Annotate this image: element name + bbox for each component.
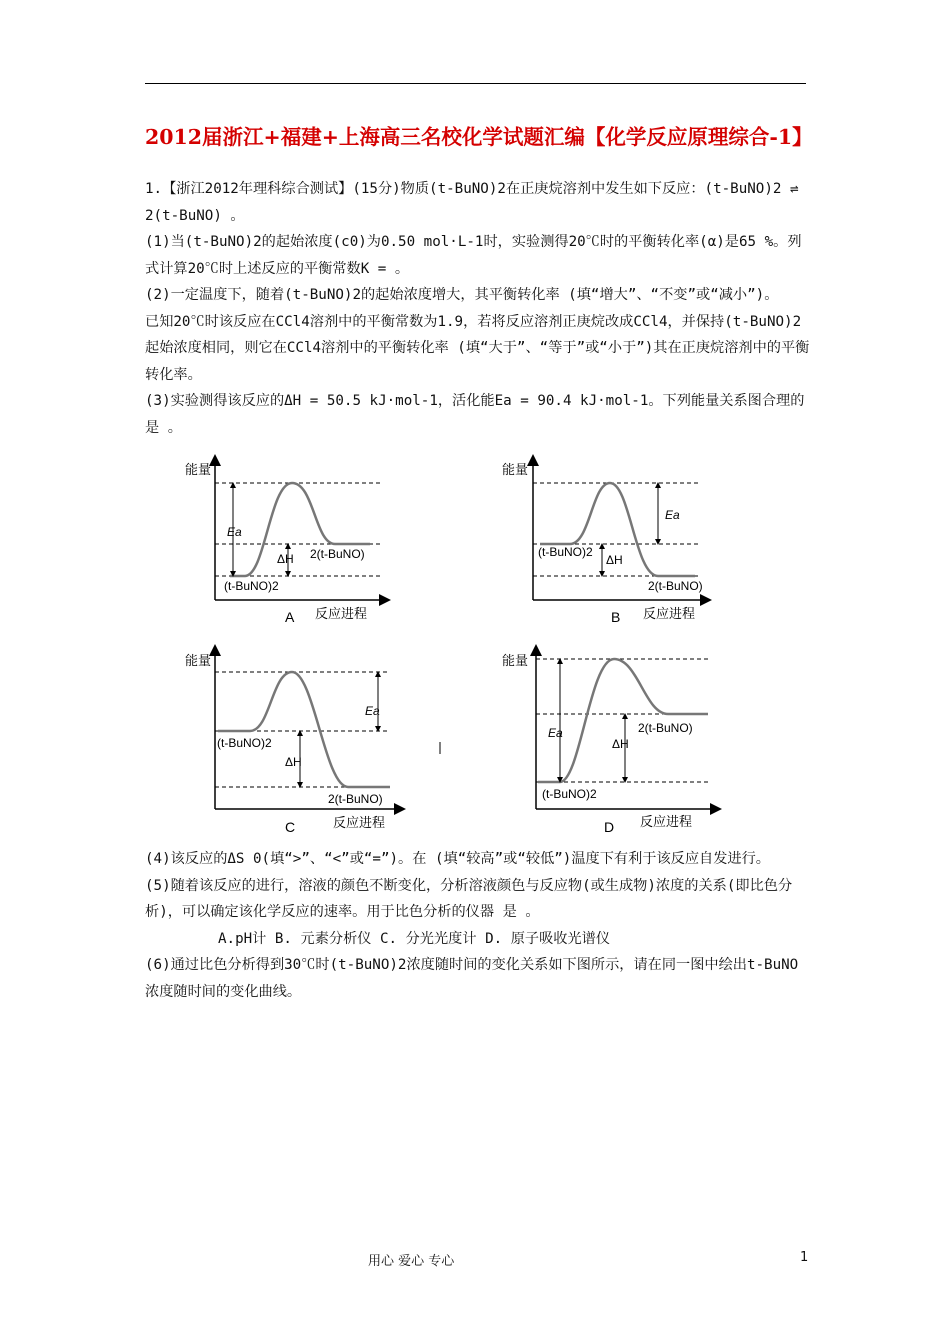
- b-product-label: 2(t-BuNO): [648, 579, 703, 593]
- b-ea-label: Ea: [665, 508, 680, 522]
- a-x-axis-label: 反应进程: [315, 606, 368, 621]
- question-part-4: (4)该反应的ΔS 0(填“>”、“<”或“=”)。在 (填“较高”或“较低”)温度下有利于该反应自发进行。: [145, 851, 770, 867]
- a-y-axis-label: 能量: [185, 462, 212, 477]
- energy-diagrams-svg: [140, 452, 840, 842]
- b-dh-label: ΔH: [606, 553, 623, 567]
- c-label: C: [285, 819, 296, 835]
- b-label: B: [611, 609, 621, 625]
- b-y-axis-label: 能量: [502, 462, 529, 477]
- a-product-label: 2(t-BuNO): [310, 547, 365, 561]
- a-dh-label: ΔH: [277, 552, 294, 566]
- c-ea-label: Ea: [365, 704, 380, 718]
- question-part-5-options: A.pH计 B. 元素分析仪 C. 分光光度计 D. 原子吸收光谱仪: [218, 930, 611, 947]
- header-rule: [145, 83, 806, 84]
- c-product-label: 2(t-BuNO): [328, 792, 383, 806]
- d-x-axis-label: 反应进程: [640, 814, 693, 829]
- question-part-5: (5)随着该反应的进行，溶液的颜色不断变化，分析溶液颜色与反应物(或生成物)浓度的关系(即比色分析)，可以确定该化学反应的速率。用于比色分析的仪器 是 。: [145, 877, 793, 920]
- a-reactant-label: (t-BuNO)2: [224, 579, 279, 593]
- question-intro: 1.【浙江2012年理科综合测试】(15分)物质(t-BuNO)2在正庚烷溶剂中发生如下反应：(t-BuNO)2 ⇌ 2(t-BuNO) 。: [145, 181, 799, 224]
- d-y-axis-label: 能量: [502, 653, 529, 668]
- d-label: D: [604, 819, 615, 835]
- question-part-3: (3)实验测得该反应的ΔH = 50.5 kJ·mol-1，活化能Ea = 90.4 kJ·mol-1。下列能量关系图合理的是 。: [145, 393, 805, 436]
- d-product-label: 2(t-BuNO): [638, 721, 693, 735]
- d-reactant-label: (t-BuNO)2: [542, 787, 597, 801]
- question-body-2: [145, 846, 810, 1005]
- c-x-axis-label: 反应进程: [333, 815, 386, 830]
- d-ea-label: Ea: [548, 726, 563, 740]
- c-reactant-label: (t-BuNO)2: [217, 736, 272, 750]
- diagram-b: [502, 460, 706, 625]
- question-part-1: (1)当(t-BuNO)2的起始浓度(c0)为0.50 mol·L-1时，实验测得20℃时的平衡转化率(α)是65 %。列式计算20℃时上述反应的平衡常数K = 。: [145, 234, 802, 277]
- question-part-6: (6)通过比色分析得到30℃时(t-BuNO)2浓度随时间的变化关系如下图所示，请在同一图中绘出t-BuNO浓度随时间的变化曲线。: [145, 957, 799, 1000]
- diagram-a: [185, 460, 385, 625]
- b-x-axis-label: 反应进程: [643, 606, 696, 621]
- question-body: [145, 176, 810, 441]
- page-number: 1: [800, 1250, 809, 1265]
- document-title: 2012届浙江+福建+上海高三名校化学试题汇编【化学反应原理综合-1】: [145, 125, 813, 149]
- footer-slogan: 用心 爱心 专心: [368, 1254, 455, 1269]
- diagram-d: [502, 650, 716, 835]
- energy-diagrams: [140, 452, 840, 842]
- a-label: A: [285, 609, 295, 625]
- d-dh-label: ΔH: [612, 737, 629, 751]
- question-part-2-cont: 已知20℃时该反应在CCl4溶剂中的平衡常数为1.9，若将反应溶剂正庚烷改成CCl4，并保持(t-BuNO)2起始浓度相同，则它在CCl4溶剂中的平衡转化率 (填“大于”、“等于”或“小于”)其在正庚烷溶剂中的平衡转化率。: [145, 313, 810, 383]
- a-ea-label: Ea: [227, 525, 242, 539]
- diagram-c: [185, 650, 400, 835]
- question-part-2: (2)一定温度下，随着(t-BuNO)2的起始浓度增大，其平衡转化率 (填“增大”、“不变”或“减小”)。: [145, 287, 779, 303]
- c-y-axis-label: 能量: [185, 653, 212, 668]
- c-dh-label: ΔH: [285, 755, 302, 769]
- b-reactant-label: (t-BuNO)2: [538, 545, 593, 559]
